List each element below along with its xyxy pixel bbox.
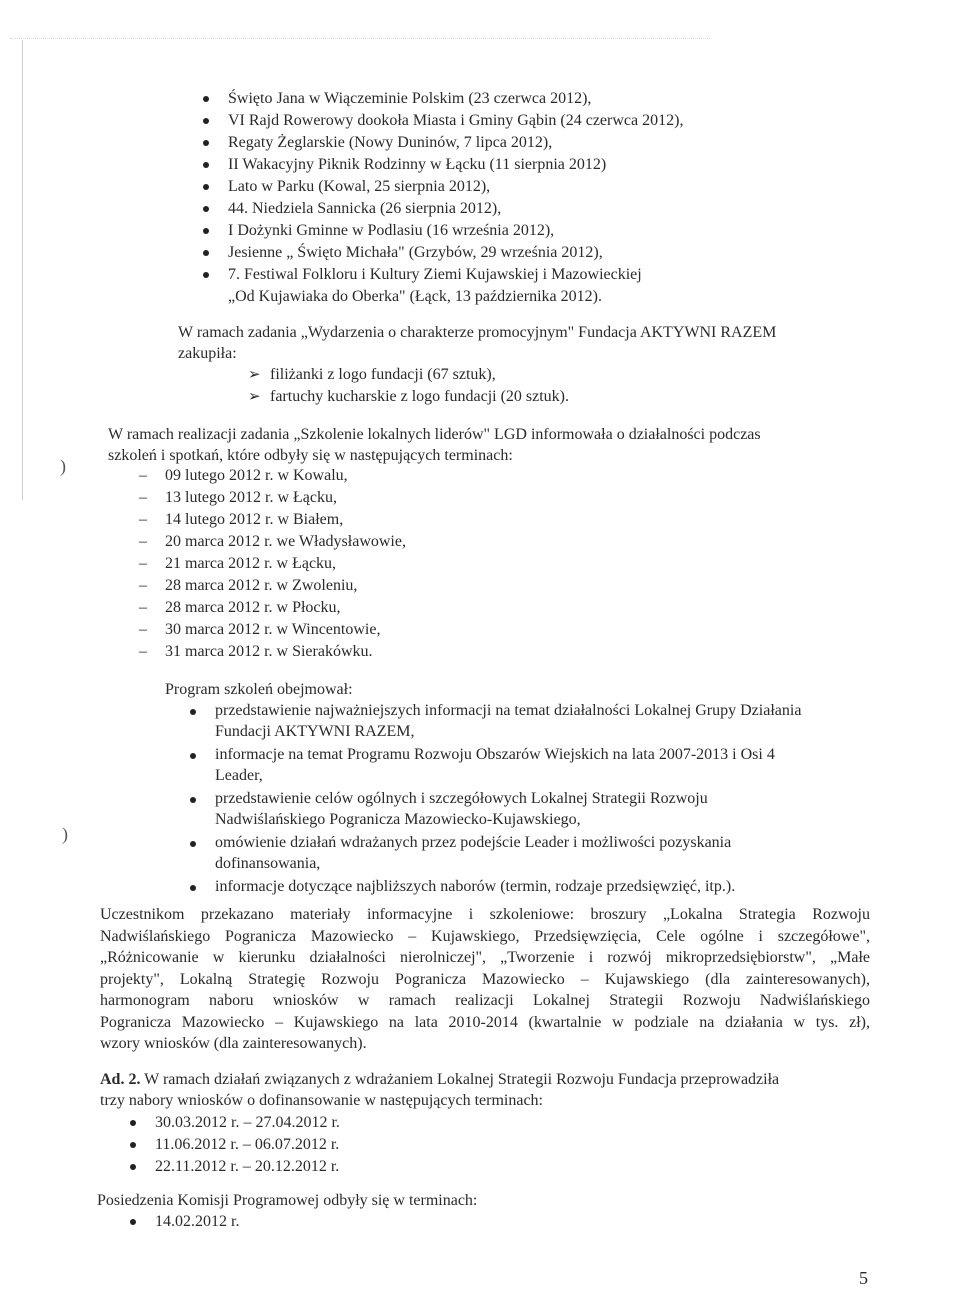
list-item: ➢ filiżanki z logo fundacji (67 sztuk),: [270, 364, 770, 386]
list-item: 30.03.2012 r. – 27.04.2012 r.: [155, 1112, 555, 1134]
list-item: II Wakacyjny Piknik Rodzinny w Łącku (11 sierpnia 2012): [228, 154, 828, 176]
ad2-line-1: Ad. 2. W ramach działań związanych z wdrażaniem Lokalnej Strategii Rozwoju Fundacja przeprowadziła: [100, 1071, 780, 1088]
promo-items: [248, 364, 770, 408]
list-item: 7. Festiwal Folkloru i Kultury Ziemi Kujawskiej i Mazowieckiej: [228, 264, 828, 286]
ad2-paragraph: [100, 1069, 880, 1111]
list-item: – 28 marca 2012 r. w Płocku,: [139, 599, 341, 616]
list-item: Regaty Żeglarskie (Nowy Duninów, 7 lipca 2012),: [228, 132, 828, 154]
list-item: omówienie działań wdrażanych przez podejście Leader i możliwości pozyskania dofinansowania,: [215, 833, 875, 874]
list-item: informacje na temat Programu Rozwoju Obszarów Wiejskich na lata 2007-2013 i Osi 4 Leader,: [215, 745, 875, 786]
ad2-line-2: trzy nabory wniosków o dofinansowanie w następujących terminach:: [100, 1092, 543, 1109]
list-item: – 30 marca 2012 r. w Wincentowie,: [139, 621, 381, 638]
materials-line: Pogranicza Mazowiecko – Kujawskiego na lata 2010-2014 (kwartalnie w podziale na działania w tys. zł),: [100, 1013, 870, 1031]
materials-paragraph: [100, 904, 870, 1055]
program-heading: Program szkoleń obejmował:: [165, 681, 353, 698]
list-item-continuation: „Od Kujawiaka do Oberka" (Łąck, 13 października 2012).: [228, 288, 602, 305]
training-paragraph: [108, 424, 898, 466]
list-item: – 13 lutego 2012 r. w Łącku,: [139, 489, 337, 506]
materials-line: Nadwiślańskiego Pogranicza Mazowiecko – Kujawskiego, Przedsięwzięcia, Cele ogólne i szczegółowe",: [100, 927, 870, 945]
ad2-label: Ad. 2.: [100, 1071, 141, 1088]
scan-top-line: [10, 38, 710, 40]
arrow-bullet-icon: ➢: [248, 389, 261, 405]
list-item: – 31 marca 2012 r. w Sierakówku.: [139, 643, 373, 660]
events-list: [228, 88, 828, 308]
ad2-dates-list: [155, 1112, 555, 1178]
training-dates-list: [139, 465, 665, 663]
materials-line: „Różnicowanie w kierunku działalności nierolniczej", „Tworzenie i rozwój mikroprzedsiębiorstw", „Małe: [100, 949, 870, 966]
list-item: 44. Niedziela Sannicka (26 sierpnia 2012),: [228, 198, 828, 220]
page-number: 5: [859, 1268, 868, 1288]
list-item: I Dożynki Gminne w Podlasiu (16 września 2012),: [228, 220, 828, 242]
scan-edge-line: [22, 40, 23, 500]
materials-line: harmonogram naboru wniosków w ramach realizacji Lokalnej Strategii Rozwoju Nadwiślańskiego: [100, 992, 870, 1009]
list-item: 22.11.2012 r. – 20.12.2012 r.: [155, 1156, 555, 1178]
list-item: – 28 marca 2012 r. w Zwoleniu,: [139, 577, 358, 594]
materials-line: Uczestnikom przekazano materiały informacyjne i szkoleniowe: broszury „Lokalna Strategia Rozwoju: [100, 906, 870, 923]
list-item: 14.02.2012 r.: [155, 1211, 455, 1233]
list-item: ➢ fartuchy kucharskie z logo fundacji (20 sztuk).: [270, 386, 770, 408]
list-item: – 14 lutego 2012 r. w Białem,: [139, 511, 344, 528]
materials-line: projekty", Lokalną Strategię Rozwoju Pogranicza Mazowiecko – Kujawskiego (dla zainteresowanych),: [100, 970, 870, 988]
committee-paragraph: Posiedzenia Komisji Programowej odbyły się w terminach:: [97, 1192, 478, 1209]
margin-mark: ): [62, 824, 68, 844]
list-item: Jesienne „ Święto Michała" (Grzybów, 29 września 2012),: [228, 242, 828, 264]
program-items: [215, 701, 875, 898]
promo-paragraph: [178, 322, 878, 364]
list-item: – 20 marca 2012 r. we Władysławowie,: [139, 533, 406, 550]
promo-line-1: W ramach zadania „Wydarzenia o charakterze promocyjnym" Fundacja AKTYWNI RAZEM: [178, 324, 777, 341]
list-item: informacje dotyczące najbliższych naborów (termin, rodzaje przedsięwzięć, itp.).: [215, 877, 875, 898]
arrow-bullet-icon: ➢: [248, 367, 261, 383]
list-item: przedstawienie celów ogólnych i szczegółowych Lokalnej Strategii Rozwoju Nadwiślańskiego Pogranicza Mazowiecko-Kujawskiego,: [215, 789, 875, 830]
materials-line: wzory wniosków (dla zainteresowanych).: [100, 1035, 367, 1052]
list-item: – 21 marca 2012 r. w Łącku,: [139, 555, 337, 572]
list-item: Święto Jana w Wiączeminie Polskim (23 czerwca 2012),: [228, 88, 828, 110]
training-line-1: W ramach realizacji zadania „Szkolenie lokalnych liderów" LGD informowała o działalności podczas: [108, 426, 761, 443]
margin-mark: ): [60, 456, 66, 476]
list-item: – 09 lutego 2012 r. w Kowalu,: [139, 467, 348, 484]
list-item: przedstawienie najważniejszych informacji na temat działalności Lokalnej Grupy Działania Fundacji AKTYWNI RAZEM,: [215, 701, 875, 742]
committee-dates-list: [155, 1211, 455, 1233]
list-item: 11.06.2012 r. – 06.07.2012 r.: [155, 1134, 555, 1156]
list-item: VI Rajd Rowerowy dookoła Miasta i Gminy Gąbin (24 czerwca 2012),: [228, 110, 828, 132]
list-item: Lato w Parku (Kowal, 25 sierpnia 2012),: [228, 176, 828, 198]
promo-line-2: zakupiła:: [178, 345, 237, 362]
training-line-2: szkoleń i spotkań, które odbyły się w następujących terminach:: [108, 447, 513, 464]
